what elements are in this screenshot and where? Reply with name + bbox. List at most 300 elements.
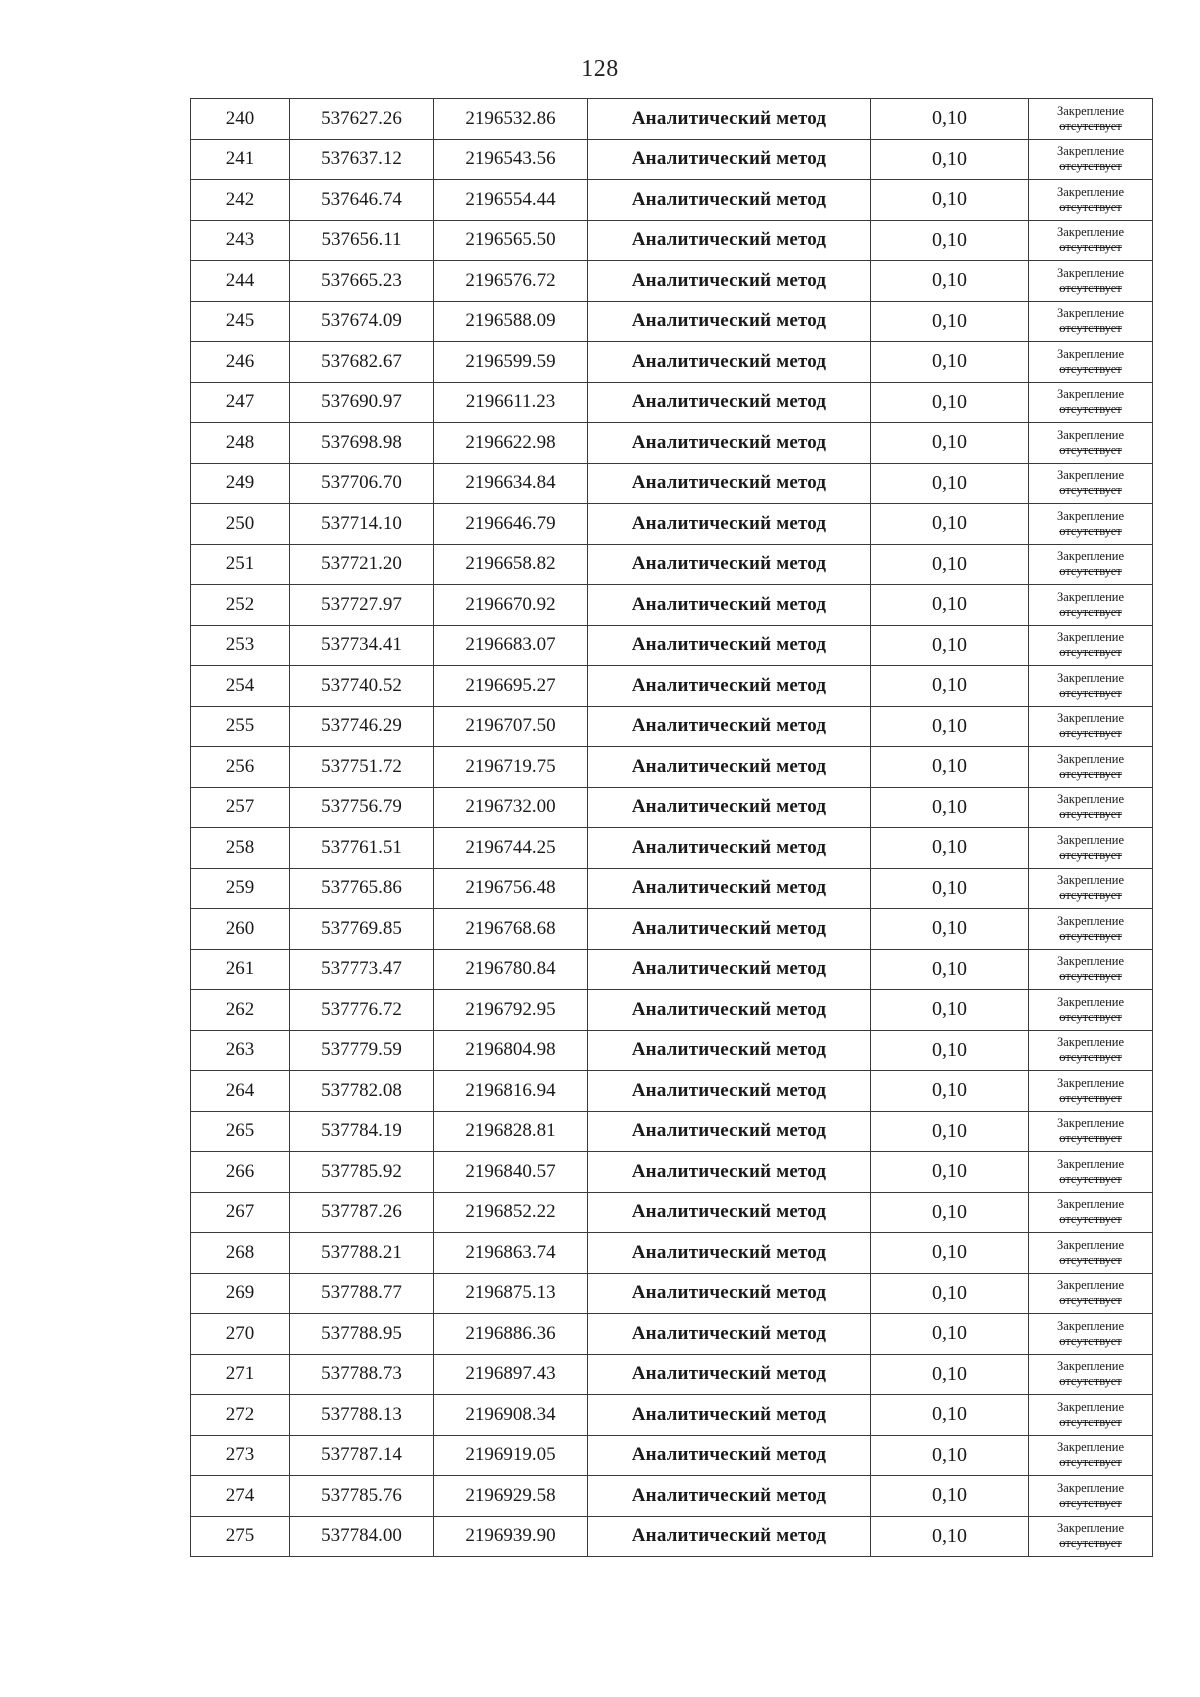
fixation-cell: [1029, 1192, 1153, 1233]
fixation-line1: Закрепление: [1056, 751, 1125, 766]
fixation-line1: Закрепление: [1056, 1197, 1125, 1212]
fixation-line1: Закрепление: [1056, 832, 1125, 847]
method-cell: Аналитический метод: [588, 1435, 871, 1476]
coordinate-x-cell: 537785.92: [290, 1152, 434, 1193]
method-cell: Аналитический метод: [588, 666, 871, 707]
fixation-line1: Закрепление: [1056, 144, 1125, 159]
method-cell: Аналитический метод: [588, 342, 871, 383]
coordinate-x-cell: 537706.70: [290, 463, 434, 504]
fixation-cell: [1029, 1435, 1153, 1476]
fixation-line1: Закрепление: [1056, 427, 1125, 442]
precision-cell: 0,10: [871, 625, 1029, 666]
point-number-cell: 263: [191, 1030, 290, 1071]
fixation-line1: Закрепление: [1056, 1116, 1125, 1131]
coordinate-x-cell: 537721.20: [290, 544, 434, 585]
table-row: [191, 1273, 1153, 1314]
coordinate-y-cell: 2196599.59: [434, 342, 588, 383]
fixation-cell: [1029, 1354, 1153, 1395]
fixation-line1: Закрепление: [1056, 630, 1125, 645]
fixation-line1: Закрепление: [1056, 792, 1125, 807]
fixation-cell: [1029, 544, 1153, 585]
method-cell: Аналитический метод: [588, 747, 871, 788]
coordinate-x-cell: 537698.98: [290, 423, 434, 464]
precision-cell: 0,10: [871, 1111, 1029, 1152]
fixation-line1: Закрепление: [1056, 954, 1125, 969]
point-number-cell: 242: [191, 180, 290, 221]
precision-cell: 0,10: [871, 504, 1029, 545]
coordinate-y-cell: 2196828.81: [434, 1111, 588, 1152]
method-cell: Аналитический метод: [588, 544, 871, 585]
fixation-cell: [1029, 261, 1153, 302]
method-cell: Аналитический метод: [588, 1111, 871, 1152]
fixation-cell: [1029, 99, 1153, 140]
coordinate-y-cell: 2196611.23: [434, 382, 588, 423]
table-row: [191, 747, 1153, 788]
coordinate-x-cell: 537690.97: [290, 382, 434, 423]
point-number-cell: 266: [191, 1152, 290, 1193]
table-row: [191, 828, 1153, 869]
point-number-cell: 269: [191, 1273, 290, 1314]
coordinate-x-cell: 537784.19: [290, 1111, 434, 1152]
point-number-cell: 267: [191, 1192, 290, 1233]
coordinate-y-cell: 2196852.22: [434, 1192, 588, 1233]
table-row: [191, 504, 1153, 545]
precision-cell: 0,10: [871, 423, 1029, 464]
table-row: [191, 463, 1153, 504]
fixation-cell: [1029, 1152, 1153, 1193]
fixation-line1: Закрепление: [1056, 387, 1125, 402]
coordinate-x-cell: 537665.23: [290, 261, 434, 302]
fixation-cell: [1029, 585, 1153, 626]
method-cell: Аналитический метод: [588, 1395, 871, 1436]
coordinate-y-cell: 2196756.48: [434, 868, 588, 909]
precision-cell: 0,10: [871, 990, 1029, 1031]
coordinate-y-cell: 2196543.56: [434, 139, 588, 180]
point-number-cell: 244: [191, 261, 290, 302]
fixation-line2: отсутствует: [1059, 1414, 1122, 1429]
fixation-line1: Закрепление: [1056, 1156, 1125, 1171]
fixation-line2: отсутствует: [1059, 1333, 1122, 1348]
fixation-line1: Закрепление: [1056, 1035, 1125, 1050]
fixation-cell: [1029, 139, 1153, 180]
fixation-cell: [1029, 1516, 1153, 1557]
coordinate-x-cell: 537727.97: [290, 585, 434, 626]
point-number-cell: 268: [191, 1233, 290, 1274]
point-number-cell: 270: [191, 1314, 290, 1355]
coordinate-y-cell: 2196939.90: [434, 1516, 588, 1557]
coordinate-y-cell: 2196732.00: [434, 787, 588, 828]
coordinate-x-cell: 537637.12: [290, 139, 434, 180]
point-number-cell: 265: [191, 1111, 290, 1152]
fixation-line2: отсутствует: [1059, 888, 1122, 903]
coordinate-y-cell: 2196634.84: [434, 463, 588, 504]
fixation-line2: отсутствует: [1059, 807, 1122, 822]
fixation-line2: отсутствует: [1059, 402, 1122, 417]
table-row: [191, 1395, 1153, 1436]
coordinate-y-cell: 2196565.50: [434, 220, 588, 261]
point-number-cell: 273: [191, 1435, 290, 1476]
coordinate-y-cell: 2196886.36: [434, 1314, 588, 1355]
fixation-line1: Закрепление: [1056, 711, 1125, 726]
fixation-line2: отсутствует: [1059, 1252, 1122, 1267]
method-cell: Аналитический метод: [588, 504, 871, 545]
fixation-line1: Закрепление: [1056, 994, 1125, 1009]
fixation-cell: [1029, 301, 1153, 342]
coordinate-y-cell: 2196695.27: [434, 666, 588, 707]
point-number-cell: 272: [191, 1395, 290, 1436]
coordinate-x-cell: 537787.14: [290, 1435, 434, 1476]
precision-cell: 0,10: [871, 463, 1029, 504]
method-cell: Аналитический метод: [588, 828, 871, 869]
coordinate-x-cell: 537788.77: [290, 1273, 434, 1314]
point-number-cell: 258: [191, 828, 290, 869]
coordinate-y-cell: 2196804.98: [434, 1030, 588, 1071]
fixation-line2: отсутствует: [1059, 118, 1122, 133]
table-row: [191, 382, 1153, 423]
point-number-cell: 245: [191, 301, 290, 342]
fixation-cell: [1029, 463, 1153, 504]
precision-cell: 0,10: [871, 1152, 1029, 1193]
fixation-line2: отсутствует: [1059, 523, 1122, 538]
method-cell: Аналитический метод: [588, 180, 871, 221]
fixation-line1: Закрепление: [1056, 1440, 1125, 1455]
coordinate-y-cell: 2196719.75: [434, 747, 588, 788]
table-row: [191, 1192, 1153, 1233]
precision-cell: 0,10: [871, 342, 1029, 383]
fixation-line2: отсутствует: [1059, 361, 1122, 376]
method-cell: Аналитический метод: [588, 382, 871, 423]
fixation-line1: Закрепление: [1056, 508, 1125, 523]
table-row: [191, 301, 1153, 342]
precision-cell: 0,10: [871, 139, 1029, 180]
fixation-cell: [1029, 666, 1153, 707]
table-row: [191, 868, 1153, 909]
coordinate-y-cell: 2196863.74: [434, 1233, 588, 1274]
point-number-cell: 243: [191, 220, 290, 261]
coordinate-y-cell: 2196658.82: [434, 544, 588, 585]
fixation-cell: [1029, 949, 1153, 990]
fixation-line1: Закрепление: [1056, 346, 1125, 361]
fixation-line2: отсутствует: [1059, 1131, 1122, 1146]
fixation-line2: отсутствует: [1059, 604, 1122, 619]
method-cell: Аналитический метод: [588, 1233, 871, 1274]
precision-cell: 0,10: [871, 666, 1029, 707]
method-cell: Аналитический метод: [588, 1071, 871, 1112]
point-number-cell: 260: [191, 909, 290, 950]
method-cell: Аналитический метод: [588, 1030, 871, 1071]
precision-cell: 0,10: [871, 1314, 1029, 1355]
fixation-cell: [1029, 625, 1153, 666]
precision-cell: 0,10: [871, 1516, 1029, 1557]
fixation-line1: Закрепление: [1056, 1237, 1125, 1252]
precision-cell: 0,10: [871, 180, 1029, 221]
precision-cell: 0,10: [871, 949, 1029, 990]
precision-cell: 0,10: [871, 868, 1029, 909]
point-number-cell: 254: [191, 666, 290, 707]
fixation-cell: [1029, 1030, 1153, 1071]
fixation-line1: Закрепление: [1056, 184, 1125, 199]
fixation-line2: отсутствует: [1059, 321, 1122, 336]
coordinate-y-cell: 2196670.92: [434, 585, 588, 626]
coordinate-y-cell: 2196840.57: [434, 1152, 588, 1193]
coordinate-y-cell: 2196768.68: [434, 909, 588, 950]
table-row: [191, 180, 1153, 221]
fixation-cell: [1029, 868, 1153, 909]
method-cell: Аналитический метод: [588, 423, 871, 464]
precision-cell: 0,10: [871, 747, 1029, 788]
table-row: [191, 261, 1153, 302]
fixation-line2: отсутствует: [1059, 159, 1122, 174]
fixation-line1: Закрепление: [1056, 1399, 1125, 1414]
coordinate-y-cell: 2196532.86: [434, 99, 588, 140]
fixation-line2: отсутствует: [1059, 1495, 1122, 1510]
table-row: [191, 1233, 1153, 1274]
fixation-cell: [1029, 1071, 1153, 1112]
coordinate-x-cell: 537782.08: [290, 1071, 434, 1112]
coordinate-x-cell: 537765.86: [290, 868, 434, 909]
coordinate-x-cell: 537761.51: [290, 828, 434, 869]
coordinate-y-cell: 2196683.07: [434, 625, 588, 666]
fixation-line2: отсутствует: [1059, 483, 1122, 498]
method-cell: Аналитический метод: [588, 787, 871, 828]
fixation-line1: Закрепление: [1056, 589, 1125, 604]
fixation-line1: Закрепление: [1056, 1521, 1125, 1536]
table-row: [191, 949, 1153, 990]
precision-cell: 0,10: [871, 1071, 1029, 1112]
method-cell: Аналитический метод: [588, 1273, 871, 1314]
precision-cell: 0,10: [871, 1395, 1029, 1436]
precision-cell: 0,10: [871, 1233, 1029, 1274]
fixation-cell: [1029, 1395, 1153, 1436]
table-row: [191, 625, 1153, 666]
coordinate-y-cell: 2196588.09: [434, 301, 588, 342]
fixation-cell: [1029, 504, 1153, 545]
precision-cell: 0,10: [871, 220, 1029, 261]
point-number-cell: 253: [191, 625, 290, 666]
precision-cell: 0,10: [871, 382, 1029, 423]
method-cell: Аналитический метод: [588, 585, 871, 626]
fixation-cell: [1029, 787, 1153, 828]
coordinate-x-cell: 537788.13: [290, 1395, 434, 1436]
fixation-line1: Закрепление: [1056, 549, 1125, 564]
coordinate-x-cell: 537773.47: [290, 949, 434, 990]
method-cell: Аналитический метод: [588, 990, 871, 1031]
coordinate-x-cell: 537714.10: [290, 504, 434, 545]
fixation-line2: отсутствует: [1059, 1212, 1122, 1227]
coordinate-y-cell: 2196780.84: [434, 949, 588, 990]
fixation-line1: Закрепление: [1056, 873, 1125, 888]
coordinate-x-cell: 537769.85: [290, 909, 434, 950]
fixation-line1: Закрепление: [1056, 1480, 1125, 1495]
coordinates-table-wrapper: [190, 98, 1146, 1557]
coordinate-x-cell: 537785.76: [290, 1476, 434, 1517]
fixation-line2: отсутствует: [1059, 1050, 1122, 1065]
coordinate-y-cell: 2196816.94: [434, 1071, 588, 1112]
point-number-cell: 262: [191, 990, 290, 1031]
method-cell: Аналитический метод: [588, 1314, 871, 1355]
coordinate-y-cell: 2196919.05: [434, 1435, 588, 1476]
fixation-line2: отсутствует: [1059, 1374, 1122, 1389]
method-cell: Аналитический метод: [588, 1152, 871, 1193]
fixation-line2: отсутствует: [1059, 928, 1122, 943]
point-number-cell: 248: [191, 423, 290, 464]
fixation-cell: [1029, 909, 1153, 950]
precision-cell: 0,10: [871, 1354, 1029, 1395]
fixation-cell: [1029, 1233, 1153, 1274]
table-row: [191, 1152, 1153, 1193]
coordinate-x-cell: 537646.74: [290, 180, 434, 221]
coordinate-x-cell: 537756.79: [290, 787, 434, 828]
point-number-cell: 247: [191, 382, 290, 423]
point-number-cell: 257: [191, 787, 290, 828]
precision-cell: 0,10: [871, 1435, 1029, 1476]
precision-cell: 0,10: [871, 828, 1029, 869]
precision-cell: 0,10: [871, 544, 1029, 585]
table-row: [191, 1354, 1153, 1395]
fixation-line1: Закрепление: [1056, 1359, 1125, 1374]
fixation-cell: [1029, 1273, 1153, 1314]
fixation-cell: [1029, 342, 1153, 383]
table-row: [191, 423, 1153, 464]
fixation-cell: [1029, 747, 1153, 788]
table-row: [191, 1516, 1153, 1557]
coordinate-y-cell: 2196908.34: [434, 1395, 588, 1436]
fixation-line2: отсутствует: [1059, 1536, 1122, 1551]
table-row: [191, 666, 1153, 707]
table-row: [191, 909, 1153, 950]
method-cell: Аналитический метод: [588, 463, 871, 504]
fixation-line2: отсутствует: [1059, 564, 1122, 579]
fixation-line1: Закрепление: [1056, 670, 1125, 685]
coordinate-x-cell: 537682.67: [290, 342, 434, 383]
method-cell: Аналитический метод: [588, 99, 871, 140]
table-row: [191, 990, 1153, 1031]
fixation-line2: отсутствует: [1059, 199, 1122, 214]
fixation-cell: [1029, 1111, 1153, 1152]
coordinate-y-cell: 2196554.44: [434, 180, 588, 221]
method-cell: Аналитический метод: [588, 301, 871, 342]
point-number-cell: 256: [191, 747, 290, 788]
fixation-line2: отсутствует: [1059, 240, 1122, 255]
method-cell: Аналитический метод: [588, 706, 871, 747]
coordinate-x-cell: 537788.21: [290, 1233, 434, 1274]
coordinate-y-cell: 2196792.95: [434, 990, 588, 1031]
fixation-cell: [1029, 423, 1153, 464]
table-row: [191, 220, 1153, 261]
table-row: [191, 544, 1153, 585]
fixation-line2: отсутствует: [1059, 685, 1122, 700]
point-number-cell: 261: [191, 949, 290, 990]
point-number-cell: 241: [191, 139, 290, 180]
precision-cell: 0,10: [871, 706, 1029, 747]
fixation-line1: Закрепление: [1056, 1075, 1125, 1090]
fixation-line1: Закрепление: [1056, 1278, 1125, 1293]
method-cell: Аналитический метод: [588, 1192, 871, 1233]
table-row: [191, 706, 1153, 747]
fixation-line2: отсутствует: [1059, 280, 1122, 295]
fixation-cell: [1029, 220, 1153, 261]
table-row: [191, 1476, 1153, 1517]
method-cell: Аналитический метод: [588, 868, 871, 909]
fixation-line2: отсутствует: [1059, 726, 1122, 741]
coordinate-y-cell: 2196744.25: [434, 828, 588, 869]
coordinate-y-cell: 2196707.50: [434, 706, 588, 747]
point-number-cell: 274: [191, 1476, 290, 1517]
precision-cell: 0,10: [871, 1030, 1029, 1071]
fixation-line2: отсутствует: [1059, 766, 1122, 781]
method-cell: Аналитический метод: [588, 1476, 871, 1517]
table-row: [191, 1435, 1153, 1476]
fixation-line1: Закрепление: [1056, 306, 1125, 321]
point-number-cell: 259: [191, 868, 290, 909]
coordinate-y-cell: 2196576.72: [434, 261, 588, 302]
fixation-line2: отсутствует: [1059, 442, 1122, 457]
coordinates-table-body: [191, 99, 1153, 1557]
coordinate-x-cell: 537779.59: [290, 1030, 434, 1071]
fixation-cell: [1029, 828, 1153, 869]
coordinate-x-cell: 537787.26: [290, 1192, 434, 1233]
method-cell: Аналитический метод: [588, 625, 871, 666]
fixation-line2: отсутствует: [1059, 847, 1122, 862]
point-number-cell: 271: [191, 1354, 290, 1395]
method-cell: Аналитический метод: [588, 1354, 871, 1395]
coordinate-y-cell: 2196875.13: [434, 1273, 588, 1314]
coordinate-x-cell: 537784.00: [290, 1516, 434, 1557]
fixation-line1: Закрепление: [1056, 103, 1125, 118]
table-row: [191, 99, 1153, 140]
coordinate-x-cell: 537746.29: [290, 706, 434, 747]
point-number-cell: 264: [191, 1071, 290, 1112]
coordinate-y-cell: 2196646.79: [434, 504, 588, 545]
table-row: [191, 1030, 1153, 1071]
fixation-line1: Закрепление: [1056, 913, 1125, 928]
fixation-line2: отсутствует: [1059, 1455, 1122, 1470]
point-number-cell: 255: [191, 706, 290, 747]
coordinate-y-cell: 2196622.98: [434, 423, 588, 464]
coordinate-x-cell: 537776.72: [290, 990, 434, 1031]
precision-cell: 0,10: [871, 261, 1029, 302]
method-cell: Аналитический метод: [588, 1516, 871, 1557]
point-number-cell: 250: [191, 504, 290, 545]
fixation-cell: [1029, 1476, 1153, 1517]
coordinate-x-cell: 537674.09: [290, 301, 434, 342]
table-row: [191, 1111, 1153, 1152]
fixation-line2: отсутствует: [1059, 645, 1122, 660]
fixation-line2: отсутствует: [1059, 1171, 1122, 1186]
table-row: [191, 787, 1153, 828]
page-number: 128: [581, 56, 619, 82]
method-cell: Аналитический метод: [588, 261, 871, 302]
table-row: [191, 1314, 1153, 1355]
coordinates-table: [190, 98, 1153, 1557]
fixation-cell: [1029, 706, 1153, 747]
fixation-cell: [1029, 1314, 1153, 1355]
method-cell: Аналитический метод: [588, 909, 871, 950]
point-number-cell: 246: [191, 342, 290, 383]
coordinate-x-cell: 537734.41: [290, 625, 434, 666]
coordinate-x-cell: 537788.95: [290, 1314, 434, 1355]
fixation-line2: отсутствует: [1059, 1293, 1122, 1308]
table-row: [191, 139, 1153, 180]
table-row: [191, 1071, 1153, 1112]
coordinate-x-cell: 537788.73: [290, 1354, 434, 1395]
point-number-cell: 252: [191, 585, 290, 626]
precision-cell: 0,10: [871, 301, 1029, 342]
precision-cell: 0,10: [871, 1273, 1029, 1314]
coordinate-x-cell: 537656.11: [290, 220, 434, 261]
fixation-line1: Закрепление: [1056, 265, 1125, 280]
precision-cell: 0,10: [871, 1192, 1029, 1233]
